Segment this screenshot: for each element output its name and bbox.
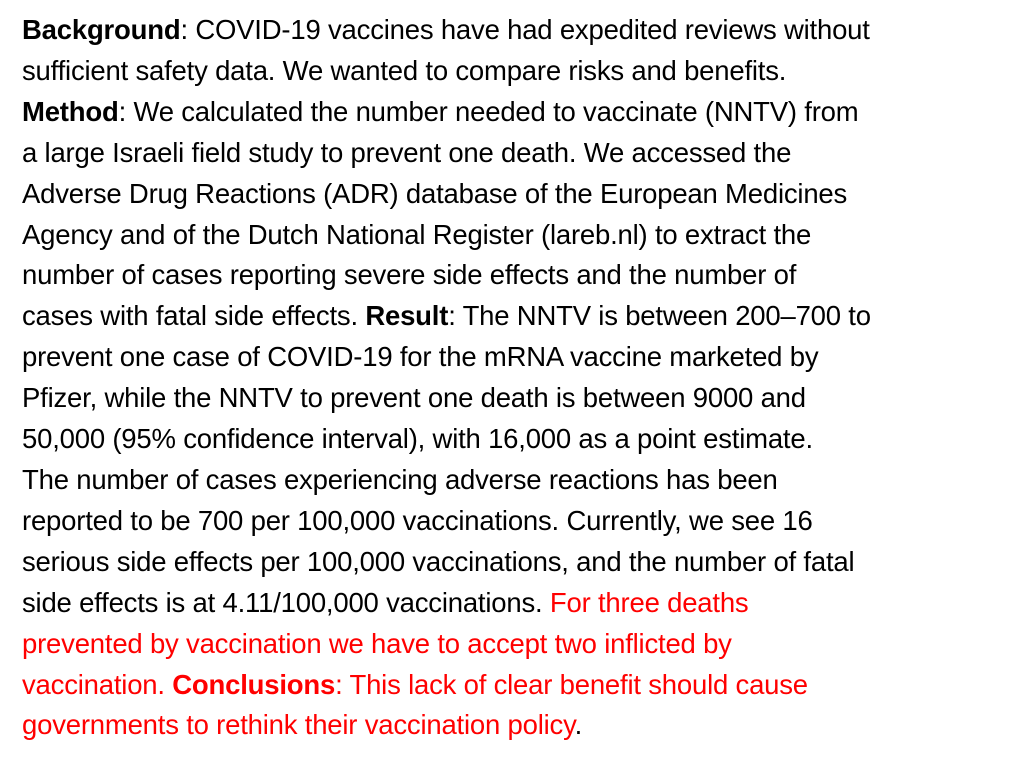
text-segment: : The NNTV is between 200–700 to	[448, 300, 871, 332]
text-segment: Adverse Drug Reactions (ADR) database of the European Medicines	[22, 177, 848, 209]
text-segment: a large Israeli field study to prevent one death. We accessed the	[22, 136, 792, 168]
text-segment: reported to be 700 per 100,000 vaccinations. Currently, we see 16	[22, 504, 813, 536]
abstract-line	[22, 174, 1012, 215]
highlighted-text: : This lack of clear benefit should cause	[335, 668, 808, 700]
highlighted-text: prevented by vaccination we have to accept two inflicted by	[22, 627, 732, 659]
abstract-line	[22, 10, 1012, 51]
highlighted-text: For three deaths	[549, 586, 749, 618]
abstract-line	[22, 92, 1012, 133]
highlighted-text: vaccination.	[22, 668, 173, 700]
abstract-line	[22, 215, 1012, 256]
abstract-text-block	[22, 10, 1012, 746]
section-label: Method	[22, 95, 119, 127]
abstract-line	[22, 501, 1012, 542]
text-segment: sufficient safety data. We wanted to compare risks and benefits.	[22, 54, 787, 86]
text-segment: cases with fatal side effects.	[22, 300, 366, 332]
text-segment: : We calculated the number needed to vaccinate (NNTV) from	[118, 95, 859, 127]
text-segment: .	[574, 709, 583, 741]
abstract-line	[22, 542, 1012, 583]
abstract-line	[22, 255, 1012, 296]
abstract-line	[22, 378, 1012, 419]
abstract-line	[22, 419, 1012, 460]
text-segment: The number of cases experiencing adverse reactions has been	[22, 463, 778, 495]
text-segment: prevent one case of COVID-19 for the mRNA vaccine marketed by	[22, 341, 819, 373]
abstract-line	[22, 337, 1012, 378]
text-segment: side effects is at 4.11/100,000 vaccinations.	[22, 586, 550, 618]
text-segment: Pfizer, while the NNTV to prevent one death is between 9000 and	[22, 382, 806, 414]
text-segment: serious side effects per 100,000 vaccinations, and the number of fatal	[22, 545, 855, 577]
abstract-line	[22, 51, 1012, 92]
highlighted-text: governments to rethink their vaccination policy	[22, 709, 575, 741]
section-label: Result	[365, 300, 449, 332]
abstract-line	[22, 583, 1012, 624]
abstract-line	[22, 460, 1012, 501]
text-segment: 50,000 (95% confidence interval), with 16,000 as a point estimate.	[22, 423, 813, 455]
abstract-line	[22, 705, 1012, 746]
text-segment: Agency and of the Dutch National Register (lareb.nl) to extract the	[22, 218, 812, 250]
highlighted-section-label: Conclusions	[172, 668, 336, 700]
text-segment: number of cases reporting severe side effects and the number of	[22, 259, 797, 291]
abstract-line	[22, 133, 1012, 174]
text-segment: : COVID-19 vaccines have had expedited reviews without	[180, 14, 870, 45]
abstract-line	[22, 665, 1012, 706]
abstract-line	[22, 624, 1012, 665]
section-label: Background	[22, 14, 181, 45]
abstract-line	[22, 296, 1012, 337]
